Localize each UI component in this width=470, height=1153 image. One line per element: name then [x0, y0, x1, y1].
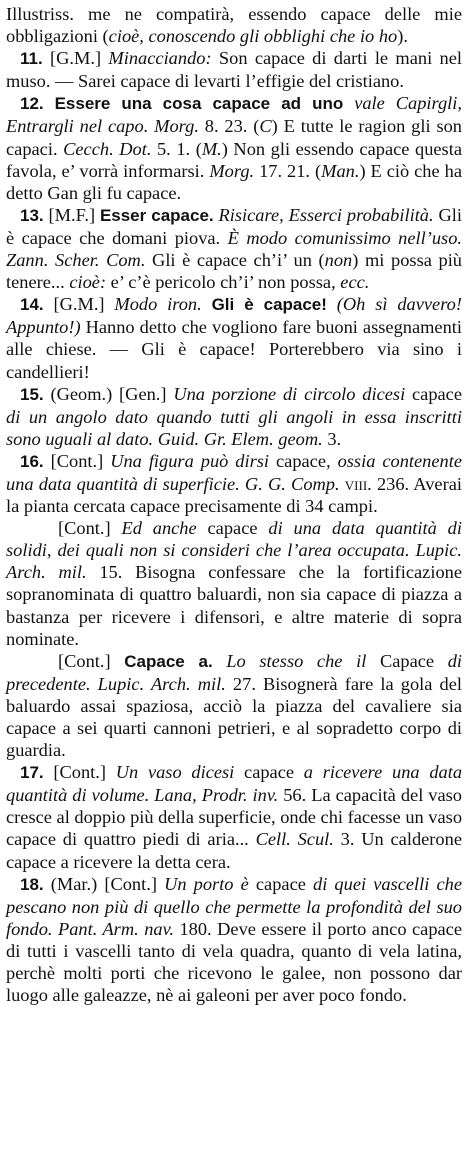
headword: Essere una cosa capace ad uno — [54, 94, 344, 114]
text-run: ) mi possa più tenere... — [6, 250, 462, 293]
text-run: 17. 21. ( — [254, 160, 322, 181]
entry-paragraph-p13 — [6, 204, 462, 293]
italic-text: Un porto è — [164, 873, 249, 894]
italic-text: , ossia contenente una data quantità di superficie. G. G. Comp. — [6, 450, 463, 494]
entry-number: 15. — [20, 384, 44, 404]
italic-text: cioè: — [69, 272, 107, 293]
text-run: ) E tutte le ragion gli son capaci. — [6, 116, 462, 159]
italic-text: Lo stesso che il — [226, 650, 367, 671]
text-run: Gli è capace ch’i’ un ( — [145, 250, 325, 271]
italic-text: Una porzione di circolo dicesi — [173, 383, 406, 404]
text-run: 3. Un calderone capace a ricevere la detta cera. — [6, 829, 462, 872]
text-run: capace — [405, 383, 462, 404]
entry-paragraph-p15 — [6, 383, 462, 450]
entry-paragraph-p17 — [6, 761, 462, 872]
text-run: e’ c’è pericolo ch’i’ non possa, — [106, 272, 341, 293]
italic-text: Cell. Scul. — [255, 829, 334, 850]
italic-text: a ricevere una data quantità di volume. Lana, Prodr. inv. — [6, 762, 463, 806]
text-run: [Cont.] — [58, 650, 125, 671]
text-run — [213, 651, 227, 671]
text-run: Gli è capace che domani piova. — [6, 204, 462, 248]
text-run: capace — [248, 873, 314, 894]
italic-text: Minacciando: — [108, 48, 212, 69]
text-run: Illustriss. me ne compatirà, essendo capace delle mie obbligazioni ( — [6, 4, 462, 47]
text-run — [44, 93, 55, 113]
italic-text: di un angolo dato quando tutti gli angoli in essa inscritti sono uguali al dato. Guid. Gr. Elem. geom. — [6, 406, 462, 449]
dictionary-column — [6, 3, 462, 1006]
text-run — [202, 294, 212, 314]
italic-text: Man. — [321, 160, 360, 181]
text-run: Hanno detto che vogliono fare buoni assegnamenti alle chiese. — Gli è capace! Porterebbero via sino i candellieri! — [6, 317, 462, 382]
italic-text: (Oh sì davvero! Appunto!) — [6, 294, 462, 338]
text-run: . 236. Averai la pianta cercata capace precisamente di 34 campi. — [6, 473, 462, 517]
italic-text: Un vaso dicesi — [115, 762, 235, 783]
italic-text: Risicare, Esserci probabilità. — [218, 204, 434, 225]
italic-text: vale Capirgli, Entrargli nel capo. Morg. — [6, 93, 462, 137]
headword: Esser capace. — [99, 205, 214, 225]
italic-text: non — [324, 250, 353, 271]
text-run: [Cont.] — [58, 518, 122, 539]
text-run: 27. Bisognerà fare la gola del baluardo assai spaziosa, acciò la piazza del cavaliere sia capace a sei quarti cannoni petrieri, e al sopradetto corpo di guardia. — [6, 673, 462, 761]
entry-number: 11. — [20, 49, 43, 69]
text-run: [G.M.] — [42, 48, 109, 69]
text-run: capace — [269, 450, 327, 471]
text-run: [M.F.] — [43, 204, 100, 225]
text-run: 3. — [322, 428, 342, 449]
entry-paragraph-p18 — [6, 873, 462, 1007]
entry-number: 17. — [20, 763, 44, 783]
italic-text: Ed anche — [121, 518, 197, 539]
entry-number: 12. — [20, 94, 44, 114]
text-run: [Cont.] — [43, 450, 111, 471]
text-run: Son capace di darti le mani nel muso. — Sarei capace di levarti l’effigie del cristiano. — [6, 48, 462, 92]
headword: Gli è capace! — [211, 295, 327, 315]
text-run: 8. 23. ( — [198, 116, 260, 137]
text-run: 56. La capacità del vaso cresce al doppio più della superficie, onde chi facesse un vaso capace di quattro piedi di aria... — [6, 785, 463, 850]
entry-number: 18. — [20, 874, 44, 894]
text-run: (Mar.) [Cont.] — [43, 873, 165, 894]
entry-paragraph-p11 — [6, 47, 462, 92]
text-run: ). — [397, 26, 408, 47]
italic-text: Morg. — [209, 160, 255, 181]
italic-text: Una figura può dirsi — [110, 450, 270, 471]
text-run: ) E ciò che ha detto Gan gli fu capace. — [6, 160, 462, 203]
text-run: capace — [234, 762, 304, 783]
entry-paragraph-p16 — [6, 450, 462, 517]
italic-text: M. — [201, 138, 222, 159]
italic-text: ecc. — [340, 272, 370, 293]
text-run — [343, 93, 354, 113]
italic-text: È modo comunissimo nell’uso. Zann. Scher. Com. — [6, 227, 462, 271]
entry-paragraph-p14 — [6, 293, 462, 382]
text-run: Capace — [366, 650, 448, 671]
headword: Capace a. — [124, 651, 213, 671]
entry-paragraph-p0 — [6, 3, 462, 47]
italic-text: di una data quantità di solidi, dei quali non si consideri che l’area occupata. Lupic. Arch. mil. — [6, 518, 462, 583]
entry-paragraph-p16b — [6, 517, 462, 650]
italic-text: C — [259, 116, 272, 137]
text-run: 180. Deve essere il porto anco capace di tutti i vascelli tanto di vela quadra, quanto di vela latina, perchè molti porti che ricevono le galee, non possono dar luogo alle galeazze, nè ai galeoni per aver poco fondo. — [6, 918, 463, 1006]
text-run: capace — [196, 518, 269, 539]
text-run: ) Non gli essendo capace questa favola, e’ vorrà informarsi. — [6, 138, 462, 181]
text-run: 5. 1. ( — [151, 138, 202, 159]
italic-text: Cecch. Dot. — [63, 138, 152, 159]
entry-paragraph-p16c — [6, 650, 462, 761]
text-run: [G.M.] — [43, 294, 115, 315]
text-run: (Geom.) [Gen.] — [43, 383, 174, 404]
entry-number: 13. — [20, 205, 44, 225]
smallcaps-text: viii — [344, 473, 368, 494]
italic-text: Modo iron. — [114, 294, 202, 315]
text-run: 15. Bisogna confessare che la fortificazione sopranominata di quattro baluardi, non sia capace di piazza a bastanza per ricevere i difensori, e altre materie di sopra nominate. — [6, 562, 462, 649]
text-run — [327, 294, 337, 314]
italic-text: di quei vascelli che pescano non più di quello che permette la profondità del suo fondo. Pant. Arm. nav. — [6, 873, 462, 939]
italic-text: di precedente. Lupic. Arch. mil. — [6, 650, 462, 694]
entry-paragraph-p12 — [6, 92, 462, 203]
italic-text: cioè, conoscendo gli obblighi che io ho — [108, 26, 398, 47]
text-run: [Cont.] — [43, 762, 116, 783]
entry-number: 14. — [20, 295, 44, 315]
entry-number: 16. — [20, 451, 44, 471]
